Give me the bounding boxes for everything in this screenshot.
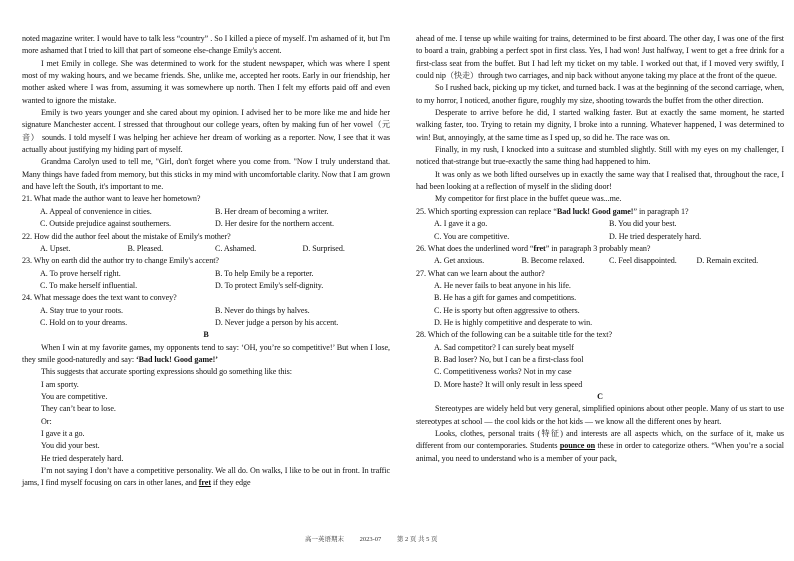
expression-line: I am sporty. xyxy=(41,379,79,389)
paragraph: It was only as we both lifted ourselves up in exactly the same way that I realised that, throughout the race, I had been looking at a reflection of myself in the sliding door! xyxy=(416,169,784,192)
option: D. Surprised. xyxy=(302,243,345,253)
paragraph: This suggests that accurate sporting expressions should go something like this: xyxy=(41,367,292,377)
option: B. To help Emily be a reporter. xyxy=(215,268,314,278)
question-28-options xyxy=(416,342,784,391)
option: C. Competitiveness works? Not in my case xyxy=(434,367,572,377)
bold-phrase: ‘Bad luck! Good game!’ xyxy=(136,354,218,364)
option: B. Bad loser? No, but I can be a first-class fool xyxy=(434,354,584,364)
question-22-options xyxy=(22,243,390,255)
question-23: 23. Why on earth did the author try to change Emily's accent? xyxy=(22,256,219,266)
right-column xyxy=(416,33,784,465)
question-text: 25. Which sporting expression can replace “ xyxy=(416,206,557,216)
question-22: 22. How did the author feel about the mistake of Emily's mother? xyxy=(22,231,231,241)
question-text: ” in paragraph 3 probably mean? xyxy=(545,243,651,253)
question-21: 21. What made the author want to leave her hometown? xyxy=(22,194,201,204)
option: C. Outside prejudice against southerners. xyxy=(40,219,172,229)
question-26 xyxy=(416,243,784,255)
paragraph-text: if they edge xyxy=(210,478,251,488)
expression-line: He tried desperately hard. xyxy=(41,453,124,463)
paragraph: Desperate to arrive before he did, I started walking faster. But at exactly the same moment, he started walking faster, too. Trying to retain my dignity, I broke into a running. Whatever happened, I was determined to win! But, annoyingly, at the same time as I sped up, so did he. The race was on. xyxy=(416,108,784,142)
footer-title: 高一英语期末 xyxy=(305,536,344,543)
footer-date: 2023-07 xyxy=(359,536,382,543)
paragraph xyxy=(22,465,390,490)
option: A. Upset. xyxy=(40,243,71,253)
option: A. To prove herself right. xyxy=(40,268,121,278)
option: D. More haste? It will only result in less speed xyxy=(434,379,583,389)
option: C. You are competitive. xyxy=(434,231,510,241)
paragraph: noted magazine writer. I would have to talk less “country” . So I killed a piece of myself. I'm ashamed of it, but I'm more ashamed that I tried to kill that part of someone else-change Emily's accent. xyxy=(22,34,390,56)
paragraph: Grandma Carolyn used to tell me, "Girl, don't forget where you come from. "Now I truly understand that. Many things have faded from memory, but this sticks in my mind with uncomfortable clarity. Now that I am grown and have left the South, it's important to me. xyxy=(22,157,390,192)
footer-page: 第 2 页 共 5 页 xyxy=(396,536,438,543)
paragraph-text: these in order to categorize others. “When you’re a social animal, you need to understand who is a member of your pack, xyxy=(416,441,785,463)
section-heading-c: C xyxy=(597,391,603,401)
option: C. He is sporty but often aggressive to others. xyxy=(434,305,580,315)
paragraph xyxy=(22,342,390,367)
option: A. He never fails to beat anyone in his life. xyxy=(434,280,571,290)
section-heading-b: B xyxy=(203,330,209,340)
paragraph: I met Emily in college. She was determined to work for the student newspaper, which was where I spent most of my waking hours, and we became friends. She, unlike me, accepted her roots. Early in our friendship, her mother asked where I was from, assuming it was somewhere up north. Then I felt my efforts paid off and even wanted to ignore the mistake. xyxy=(22,58,390,105)
option: B. You did your best. xyxy=(609,219,677,229)
paragraph: Emily is two years younger and she cared about my opinion. I advised her to be more like me and hide her signature Manchester accent. I stressed that throughout our college years, often by making fun of her vowel（元音） sounds. I told myself I was helping her achieve her dream of working as a reporter. Now, I see that it was actually about justifying my hiding part of myself. xyxy=(22,108,390,155)
paragraph-text: When I win at my favorite games, my opponents tend to say: ‘OH, you’re so competitive!’ But when I lose, they smile good-naturedly and say: xyxy=(22,342,390,364)
option: B. He has a gift for games and competitions. xyxy=(434,293,577,303)
paragraph: ahead of me. I tense up while waiting for trains, determined to be first aboard. The other day, I was one of the first to board a train, grabbing a perfect spot in first class. Yes, I had won! Just halfway, I went to get a free drink for a first-class seat from the buffet. But I had left my ticket on my table. I worked out that, if I moved very swiftly, I could nip（快走）through two carriages, and nip back without anyone taking my place at the front of the queue. xyxy=(416,34,784,81)
option: C. Feel disappointed. xyxy=(609,256,677,266)
expression-line: Or: xyxy=(41,416,52,426)
expression-line: They can’t bear to lose. xyxy=(41,404,116,414)
option: A. Appeal of convenience in cities. xyxy=(40,206,152,216)
paragraph: Stereotypes are widely held but very general, simplified opinions about other people. Many of us start to use stereotypes at school — the cool kids or the hot kids — we know all the different ones by heart. xyxy=(416,404,784,426)
question-24: 24. What message does the text want to convey? xyxy=(22,293,177,303)
question-28: 28. Which of the following can be a suitable title for the text? xyxy=(416,330,613,340)
option: C. Hold on to your dreams. xyxy=(40,317,128,327)
expression-line: You are competitive. xyxy=(41,391,108,401)
left-column xyxy=(22,33,390,490)
question-25 xyxy=(416,206,784,218)
question-24-options xyxy=(22,305,390,330)
underlined-word: fret xyxy=(198,478,211,488)
option: D. Her desire for the northern accent. xyxy=(215,219,335,229)
option: B. Never do things by halves. xyxy=(215,305,310,315)
option: D. To protect Emily's self-dignity. xyxy=(215,280,324,290)
paragraph: My competitor for first place in the buffet queue was...me. xyxy=(435,194,622,204)
question-23-options xyxy=(22,268,390,293)
option: C. To make herself influential. xyxy=(40,280,138,290)
option: D. Never judge a person by his accent. xyxy=(215,317,339,327)
option: B. Her dream of becoming a writer. xyxy=(215,206,329,216)
question-text: 26. What does the underlined word “ xyxy=(416,243,534,253)
paragraph: Finally, in my rush, I knocked into a suitcase and stumbled slightly. Still with my eyes on my challenger, I noticed that-strange but true-exactly the same thing had happened to him. xyxy=(416,145,784,167)
option: D. Remain excited. xyxy=(696,256,759,266)
paragraph-text: Looks, clothes, personal traits (特征) and interests are all aspects which, on the surface of it, make us different from our contemporaries. Students xyxy=(416,429,784,451)
paragraph xyxy=(416,428,784,465)
option: D. He is highly competitive and desperate to win. xyxy=(434,317,593,327)
option: A. Sad competitor? I can surely beat myself xyxy=(434,342,574,352)
underlined-phrase: pounce on xyxy=(559,441,596,451)
option: A. Stay true to your roots. xyxy=(40,305,123,315)
question-text: ” in paragraph 1? xyxy=(633,206,689,216)
option: B. Become relaxed. xyxy=(521,256,585,266)
option: B. Pleased. xyxy=(127,243,164,253)
expression-line: You did your best. xyxy=(41,441,100,451)
question-25-options xyxy=(416,218,784,243)
bold-phrase: fret xyxy=(533,243,546,253)
bold-phrase: Bad luck! Good game! xyxy=(556,206,634,216)
question-26-options xyxy=(416,255,784,267)
question-21-options xyxy=(22,206,390,231)
expression-line: I gave it a go. xyxy=(41,429,85,438)
option: A. Get anxious. xyxy=(434,256,485,266)
option: D. He tried desperately hard. xyxy=(609,231,702,241)
paragraph: So I rushed back, picking up my ticket, and turned back. I was at the beginning of the second carriage, when, to my horror, I noticed, another figure, roughly my size, shooting towards the buffet from the other direction. xyxy=(416,83,784,105)
page-footer xyxy=(305,534,505,543)
paragraph-text: I’m not saying I don’t have a competitive personality. We all do. On walks, I like to be out in front. In traffic jams, I find myself focusing on cars in other lanes, and xyxy=(22,466,390,488)
option: C. Ashamed. xyxy=(215,243,257,253)
question-27: 27. What can we learn about the author? xyxy=(416,268,545,278)
option: A. I gave it a go. xyxy=(434,219,488,229)
question-27-options xyxy=(416,280,784,329)
